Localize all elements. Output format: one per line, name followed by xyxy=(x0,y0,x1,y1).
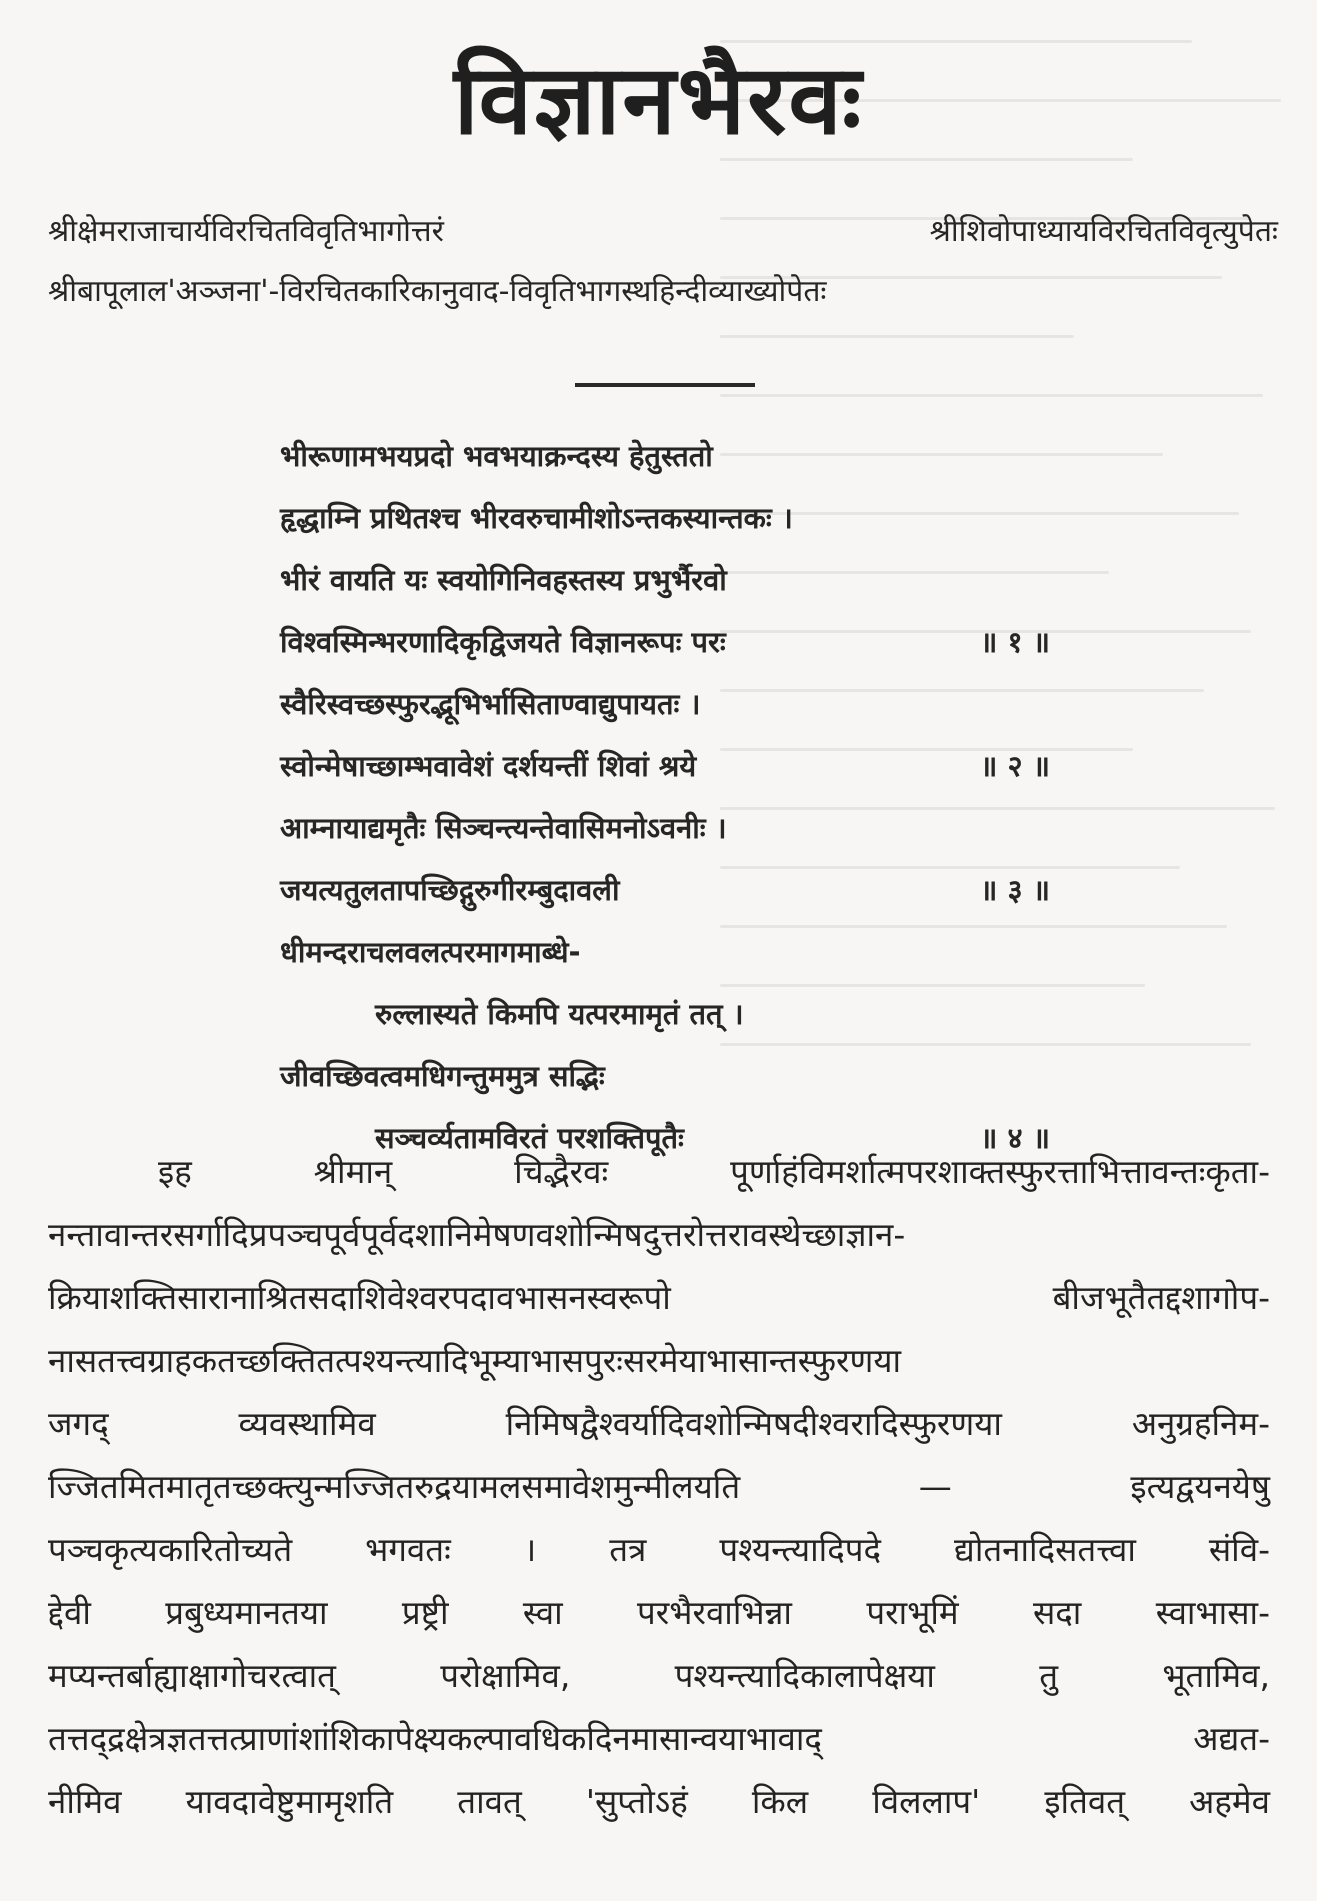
verse-text: स्वोन्मेषाच्छाम्भवावेशं दर्शयन्तीं शिवां श्रये xyxy=(280,749,697,783)
prose-line: नासतत्त्वग्राहकतच्छक्तितत्पश्यन्त्यादिभूम्याभासपुरःसरमेयाभासान्तस्फुरणया xyxy=(48,1341,902,1380)
prose-line: इह श्रीमान् चिद्भैरवः पूर्णाहंविमर्शात्मपरशाक्तस्फुरत्ताभित्तावन्तःकृता- xyxy=(158,1152,1270,1191)
verse-line xyxy=(280,560,727,600)
verse-number: ॥ २ ॥ xyxy=(980,749,1051,783)
verse-text: भीरूणामभयप्रदो भवभयाक्रन्दस्य हेतुस्ततो xyxy=(280,439,713,473)
verse-line xyxy=(280,870,1051,910)
verse-text: सञ्चर्व्यतामविरतं परशक्तिपूतैः xyxy=(375,1121,684,1155)
verse-line xyxy=(375,994,744,1034)
verse-line xyxy=(280,1056,605,1096)
verse-text: जयत्यतुलतापच्छिद्गुरुगीरम्बुदावली xyxy=(280,873,620,907)
verse-text: आम्नायाद्यमृतैः सिञ्चन्त्यन्तेवासिमनोऽवनीः । xyxy=(280,811,727,845)
prose-line: नीमिव यावदावेष्टुमामृशति तावत् 'सुप्तोऽहं किल विललाप' इतिवत् अहमेव xyxy=(48,1782,1270,1821)
verse-line xyxy=(280,932,581,972)
prose-line: पञ्चकृत्यकारितोच्यते भगवतः । तत्र पश्यन्त्यादिपदे द्योतनादिसतत्त्वा संवि- xyxy=(48,1530,1270,1569)
verse-text: स्वैरिस्वच्छस्फुरद्भूभिर्भासिताण्वाद्युपायतः । xyxy=(280,687,701,721)
prose-line: जगद् व्यवस्थामिव निमिषद्वैश्वर्यादिवशोन्मिषदीश्वरादिस्फुरणया अनुग्रहनिम- xyxy=(48,1404,1270,1443)
bleed-through-text xyxy=(720,40,1310,1140)
divider-rule xyxy=(575,383,755,387)
subtitle-line: श्रीबापूलाल'अञ्जना'-विरचितकारिकानुवाद-विवृतिभागस्थहिन्दीव्याख्योपेतः xyxy=(48,274,827,309)
verse-line xyxy=(280,436,713,476)
prose-line: ज्जितमितमातृतच्छक्त्युन्मज्जितरुद्रयामलसमावेशमुन्मीलयति — इत्यद्वयनयेषु xyxy=(48,1467,1270,1506)
verse-text: हृद्धाम्नि प्रथितश्च भीरवरुचामीशोऽन्तकस्यान्तकः । xyxy=(280,501,793,535)
page-title: विज्ञानभैरवः xyxy=(453,43,864,156)
prose-line: द्देवी प्रबुध्यमानतया प्रष्ट्री स्वा परभैरवाभिन्ना पराभूमिं सदा स्वाभासा- xyxy=(48,1593,1270,1632)
prose-line: मप्यन्तर्बाह्याक्षागोचरत्वात् परोक्षामिव, पश्यन्त्यादिकालापेक्षया तु भूतामिव, xyxy=(48,1656,1270,1695)
verse-text: धीमन्दराचलवलत्परमागमाब्धे- xyxy=(280,935,581,969)
verse-line xyxy=(280,622,1051,662)
verse-number: ॥ ४ ॥ xyxy=(980,1121,1051,1155)
prose-line: क्रियाशक्तिसारानाश्रितसदाशिवेश्वरपदावभासनस्वरूपो बीजभूतैतद्दशागोप- xyxy=(48,1278,1270,1317)
verse-text: विश्वस्मिन्भरणादिकृद्विजयते विज्ञानरूपः परः xyxy=(280,625,726,659)
verse-text: जीवच्छिवत्वमधिगन्तुममुत्र सद्भिः xyxy=(280,1059,605,1093)
prose-line: नन्तावान्तरसर्गादिप्रपञ्चपूर्वपूर्वदशानिमेषणवशोन्मिषदुत्तरोत्तरावस्थेच्छाज्ञान- xyxy=(48,1215,906,1254)
verse-text: रुल्लास्यते किमपि यत्परमामृतं तत् । xyxy=(375,997,744,1031)
verse-line xyxy=(280,684,700,724)
prose-line: तत्तद्द्रक्षेत्रज्ञतत्तत्प्राणांशांशिकापेक्ष्यकल्पावधिकदिनमासान्वयाभावाद् अद्यत- xyxy=(48,1719,1270,1758)
verse-text: भीरं वायति यः स्वयोगिनिवहस्तस्य प्रभुर्भैरवो xyxy=(280,563,727,597)
verse-line xyxy=(280,498,793,538)
verse-line xyxy=(280,808,727,848)
verse-number: ॥ १ ॥ xyxy=(980,625,1051,659)
verse-number: ॥ ३ ॥ xyxy=(980,873,1051,907)
verse-line xyxy=(280,746,1051,786)
subtitle-line: श्रीक्षेमराजाचार्यविरचितविवृतिभागोत्तरं श्रीशिवोपाध्यायविरचितविवृत्युपेतः xyxy=(48,214,1278,249)
